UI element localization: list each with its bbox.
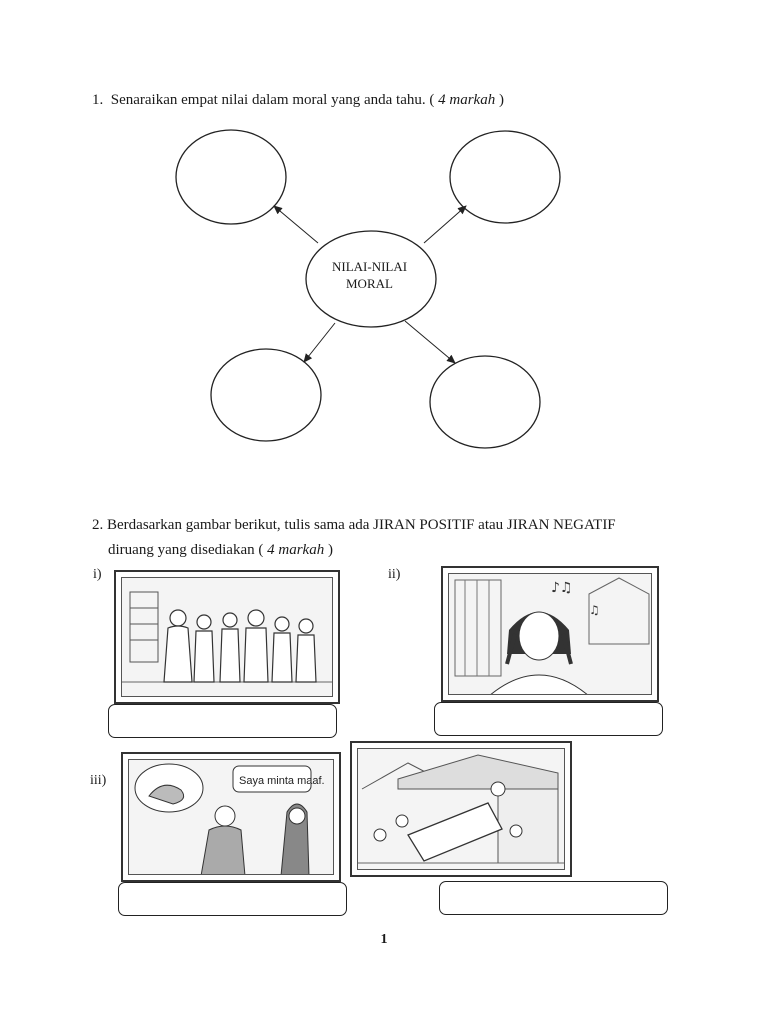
question-2-close: ) [327, 542, 333, 558]
picture-i-illustration [121, 577, 333, 697]
value-bubble-bottom-right[interactable] [430, 356, 540, 448]
svg-text:♫: ♫ [589, 603, 600, 617]
question-2-line1: 2. Berdasarkan gambar berikut, tulis sama ada JIRAN POSITIF atau JIRAN NEGATIF [92, 517, 616, 533]
question-2-marks: 4 markah [267, 542, 325, 558]
picture-label-iii: iii) [90, 773, 107, 788]
question-2-line2 [108, 542, 333, 559]
center-label-line1: NILAI-NILAI [332, 259, 408, 274]
value-bubble-top-right[interactable] [450, 131, 560, 223]
center-label-line2: MORAL [346, 276, 393, 291]
question-1-close: ) [498, 92, 504, 108]
arrow-top-left [274, 206, 318, 243]
picture-label-ii: ii) [388, 567, 401, 582]
answer-box-ii[interactable] [434, 702, 663, 736]
question-2-prompt: diruang yang disediakan ( [108, 542, 264, 558]
arrow-top-right [424, 206, 466, 243]
picture-iii-apology [121, 752, 341, 882]
arrow-bottom-right [405, 321, 455, 363]
value-bubble-bottom-left[interactable] [211, 349, 321, 441]
arrow-bottom-left [304, 323, 335, 362]
question-1-number: 1. [92, 92, 104, 108]
picture-iv-illustration [357, 748, 565, 870]
picture-iii-illustration [128, 759, 334, 875]
question-1-marks: 4 markah [438, 92, 496, 108]
question-1-prompt: Senaraikan empat nilai dalam moral yang anda tahu. ( [110, 92, 435, 108]
answer-box-iv[interactable] [439, 881, 668, 915]
answer-box-iii[interactable] [118, 882, 347, 916]
answer-box-i[interactable] [108, 704, 337, 738]
speech-bubble-text: Saya minta maaf. [239, 775, 325, 787]
picture-ii-noisy-neighbour [441, 566, 659, 702]
svg-text:♪♫: ♪♫ [551, 580, 573, 596]
page-number: 1 [380, 932, 388, 947]
picture-iv-helping-move [350, 741, 572, 877]
picture-label-i: i) [93, 567, 102, 582]
picture-ii-illustration [448, 573, 652, 695]
value-bubble-top-left[interactable] [176, 130, 286, 224]
picture-i-neighbours-greeting [114, 570, 340, 704]
